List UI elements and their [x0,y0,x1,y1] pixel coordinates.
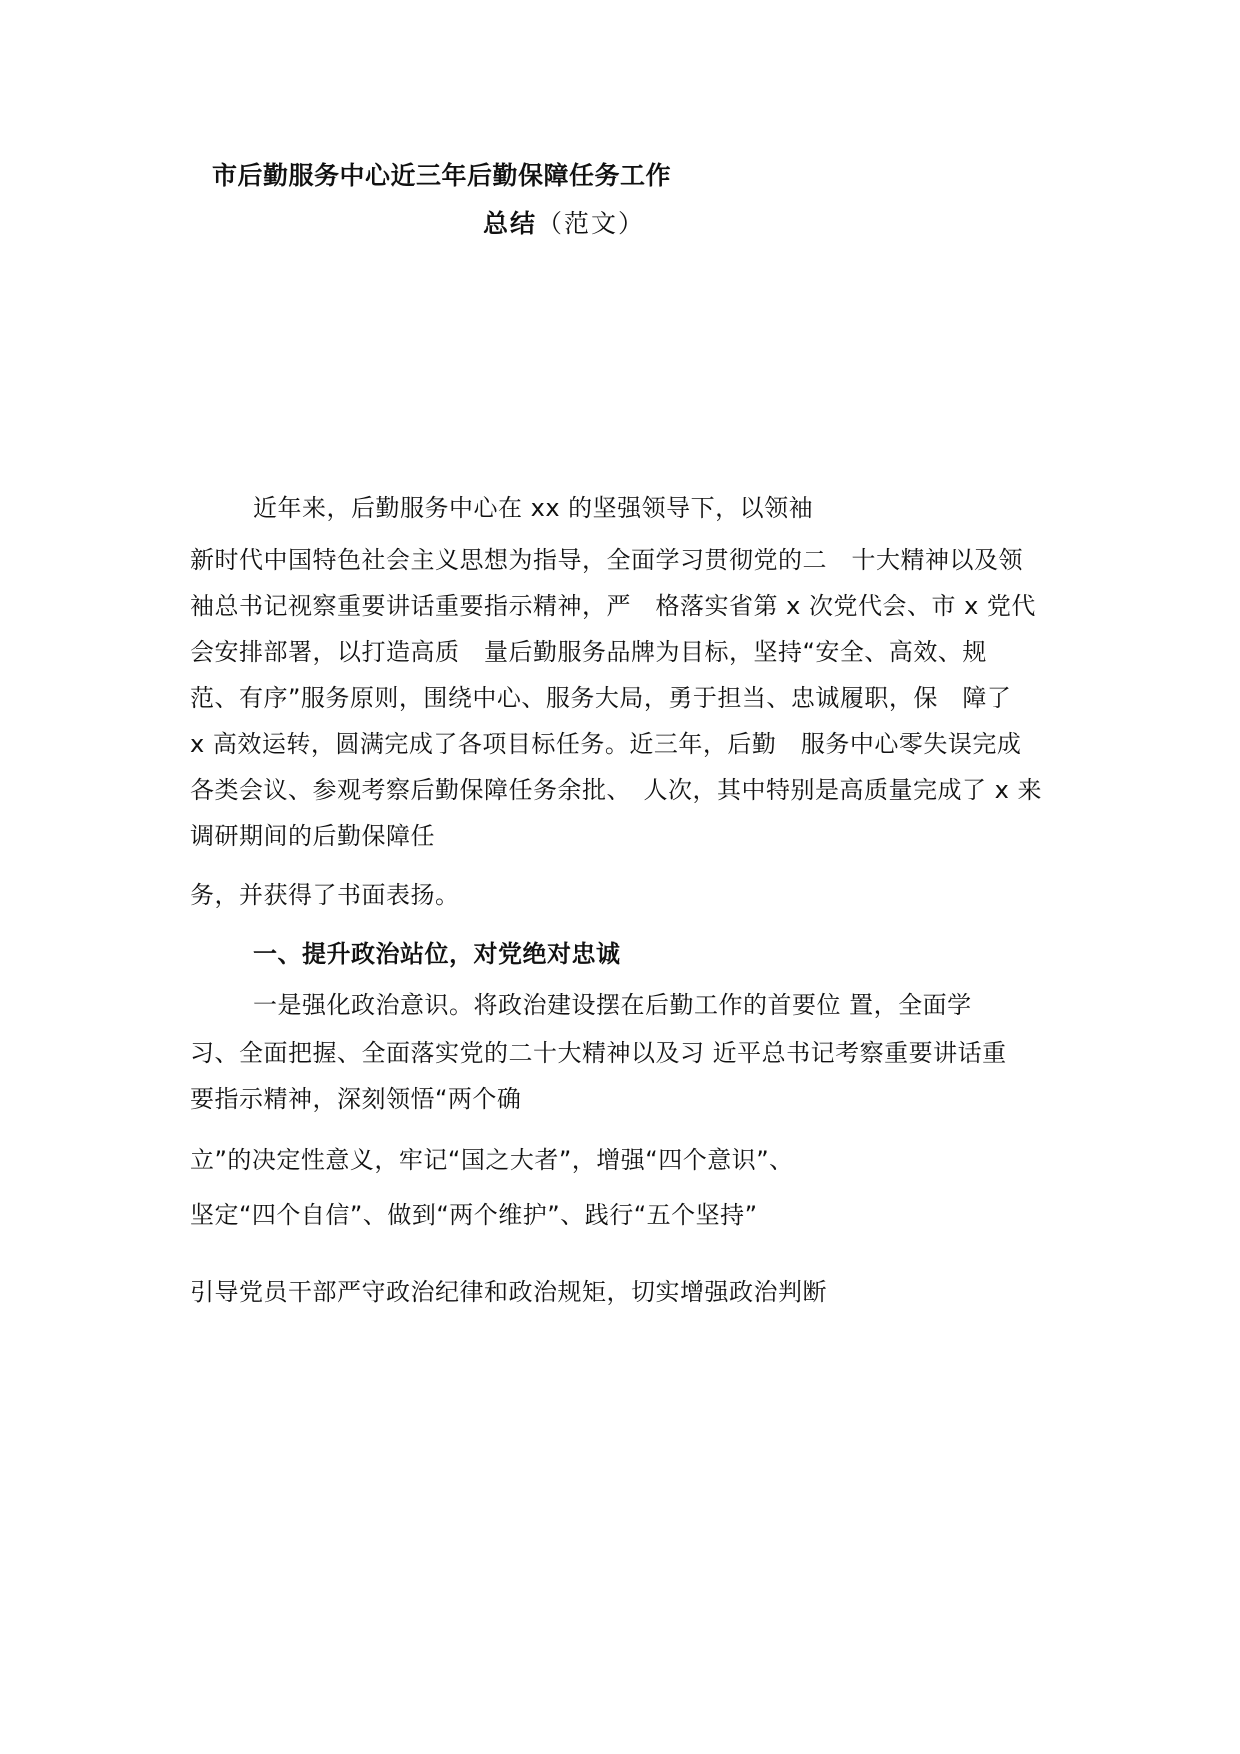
document-subtitle [483,204,645,240]
paragraph1-line-8: 调研期间的后勤保障任 [190,822,435,850]
paragraph2-line-3: 要指示精神，深刻领悟“两个确 [190,1085,522,1113]
section-heading: 一、提升政治站位，对党绝对忠诚 [253,940,621,968]
subtitle-note: （范文） [537,209,646,238]
paragraph1-line-4: 会安排部署，以打造高质 量后勤服务品牌为目标，坚持“安全、高效、规 [190,638,987,666]
paragraph1-line-6: x 高效运转，圆满完成了各项目标任务。近三年，后勤 服务中心零失误完成 [190,730,1022,758]
paragraph2-line-2: 习、全面把握、全面落实党的二十大精神以及习 近平总书记考察重要讲话重 [190,1039,1007,1067]
paragraph1-line-2: 新时代中国特色社会主义思想为指导，全面学习贯彻党的二 十大精神以及领 [190,546,1023,574]
subtitle-main: 总结 [483,209,538,238]
paragraph2-line-1: 一是强化政治意识。将政治建设摆在后勤工作的首要位 置，全面学 [253,991,972,1019]
paragraph2-line-4: 立”的决定性意义，牢记“国之大者”，增强“四个意识”、 [190,1146,794,1174]
paragraph2-line-6: 引导党员干部严守政治纪律和政治规矩，切实增强政治判断 [190,1278,827,1306]
paragraph1-line-3: 袖总书记视察重要讲话重要指示精神，严 格落实省第 x 次党代会、市 x 党代 [190,592,1036,620]
paragraph1-line-5: 范、有序”服务原则，围绕中心、服务大局，勇于担当、忠诚履职，保 障了 [190,684,1012,712]
paragraph1-line-7: 各类会议、参观考察后勤保障任务余批、 人次，其中特别是高质量完成了 x 来 [190,776,1042,804]
paragraph2-line-5: 坚定“四个自信”、做到“两个维护”、践行“五个坚持” [190,1201,758,1229]
document-title: 市后勤服务中心近三年后勤保障任务工作 [212,161,672,190]
paragraph1-line-9: 务，并获得了书面表扬。 [190,881,460,909]
paragraph1-line-1: 近年来，后勤服务中心在 xx 的坚强领导下，以领袖 [253,494,814,522]
